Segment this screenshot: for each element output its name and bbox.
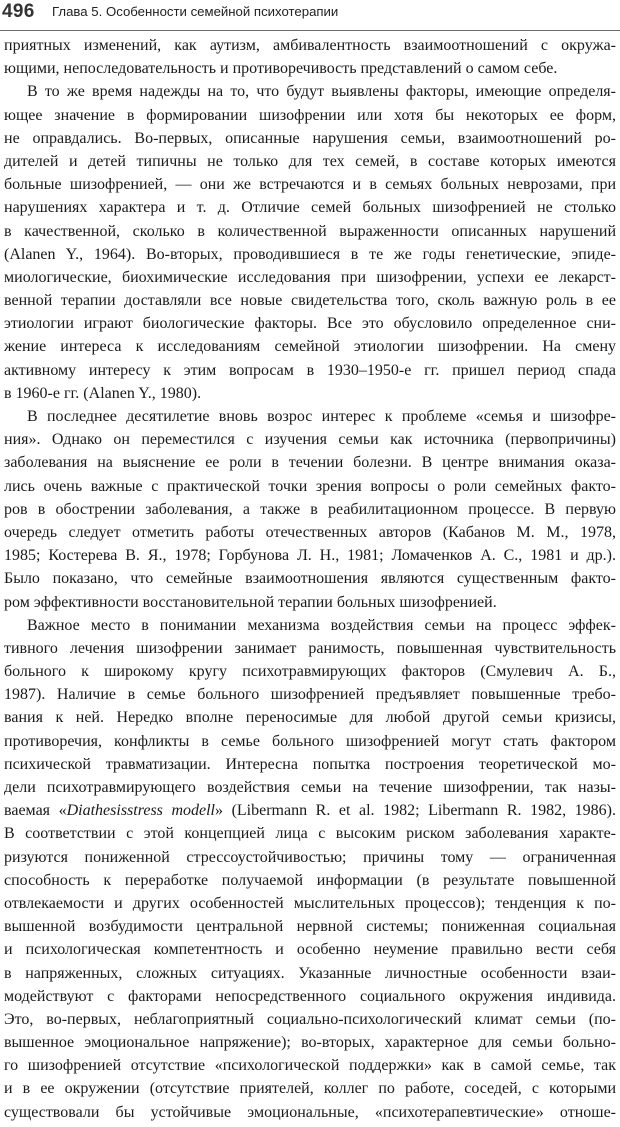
- running-head: Глава 5. Особенности семейной психотерапии: [52, 4, 339, 19]
- text-line: в качественной, сколько в количественной выраженности описанных нарушений: [4, 222, 616, 240]
- text-line: В то же время надежды на то, что будут выявлены факторы, имеющие определя-: [27, 83, 616, 101]
- text-line: в напряженных, сложных ситуациях. Указанные личностные особенности взаи-: [4, 964, 616, 982]
- page-number: 496: [2, 1, 35, 22]
- text-line: приятных изменений, как аутизм, амбивалентность взаимоотношений с окружа-: [4, 37, 616, 54]
- text-line: вания к ней. Нередко вполне переносимые для любой другой семьи кризисы,: [4, 709, 616, 727]
- text-line: тивного лечения шизофрении занимает ранимость, повышенная чувствительность: [4, 639, 616, 657]
- text-line: вышенной возбудимости центральной нервной системы; пониженная социальная: [4, 918, 616, 936]
- text-line: ризуются пониженной стрессоустойчивостью; причины тому — ограниченная: [4, 848, 616, 866]
- text-line: Было показано, что семейные взаимоотношения являются существенным факто-: [4, 570, 616, 588]
- text-line: больные шизофренией, — они же встречаются и в семьях больных неврозами, при: [4, 176, 616, 194]
- text-line: (Alanen Y., 1964). Во-вторых, проводившиеся в те же годы генетические, эпиде-: [4, 245, 616, 263]
- text-line: дели психотравмирующего воздействия семьи на течение шизофрении, так назы-: [4, 779, 616, 796]
- text-line: психической травматизации. Интересна попытка построения теоретической мо-: [4, 755, 616, 773]
- text-line: ния». Однако он переместился с изучения семьи как источника (первопричины): [4, 431, 616, 449]
- text-line: активному интересу к этим вопросам в 1930–1950-е гг. пришел период спада: [4, 361, 616, 379]
- text-line: В последнее десятилетие вновь возрос интерес к проблеме «семья и шизофре-: [27, 408, 616, 425]
- text-line: заболевания на выяснение ее роли в течении болезни. В центре внимания оказа-: [4, 454, 616, 472]
- text-line: жение интереса к исследованиям семейной этиологии шизофрении. На смену: [4, 338, 616, 356]
- text-line: миологические, биохимические исследования при шизофрении, успехи ее лекарст-: [4, 268, 616, 286]
- text-fragment: ваемая «: [4, 802, 67, 820]
- italic-term: Diathesisstress modell: [66, 802, 216, 820]
- body-text: [4, 37, 616, 1127]
- text-line: модействуют с факторами непосредственного социального окружения индивида.: [4, 987, 616, 1005]
- text-line: Важное место в понимании механизма воздействия семьи на процесс эффек-: [27, 616, 616, 634]
- text-line: существовали бы устойчивые эмоциональные, «психотерапевтические» отноше-: [4, 1103, 616, 1121]
- text-fragment: » (Libermann R. et al. 1982; Libermann R. 1982, 1986).: [215, 802, 616, 820]
- text-line: и в ее окружении (отсутствие приятелей, коллег по работе, соседей, с которыми: [4, 1080, 616, 1098]
- text-line: ром эффективности восстановительной терапии больных шизофренией.: [4, 593, 497, 611]
- text-line: Это, во-первых, неблагоприятный социально-психологический климат семьи (по-: [4, 1010, 616, 1028]
- text-line: очередь следует отметить работы отечественных авторов (Кабанов М. М., 1978,: [4, 523, 616, 541]
- text-line: В соответствии с этой концепцией лица с высоким риском заболевания характе-: [4, 825, 616, 843]
- text-line: венной терапии доставляли все новые свидетельства того, сколь важную роль в ее: [4, 292, 616, 310]
- text-line: 1987). Наличие в семье больного шизофренией предъявляет повышенные требо-: [4, 686, 616, 704]
- text-line: ющее значение в формировании шизофрении или хотя бы некоторых ее форм,: [4, 106, 616, 124]
- text-line: дителей и детей типичны не только для тех семей, в составе которых имеются: [4, 152, 616, 170]
- text-line: ющими, непоследовательность и противоречивость представлений о самом себе.: [4, 60, 558, 78]
- text-line: и психологическая компетентность и особенно неумение правильно вести себя: [4, 941, 616, 959]
- page-header: [0, 0, 620, 31]
- text-line: в 1960-е гг. (Alanen Y., 1980).: [4, 384, 202, 402]
- text-line: не оправдались. Во-первых, описанные нарушения семьи, взаимоотношений ро-: [4, 129, 616, 147]
- text-line: больного к широкому кругу психотравмирующих факторов (Смулевич А. Б.,: [4, 663, 616, 681]
- text-line: го шизофренией отсутствие «психологической поддержки» как в самой семье, так: [4, 1057, 616, 1075]
- paragraph-3: [4, 408, 616, 617]
- text-line-with-citation: [4, 802, 616, 825]
- text-line: 1985; Костерева В. Я., 1978; Горбунова Л. Н., 1981; Ломаченков А. С., 1981 и др.).: [4, 547, 616, 565]
- text-line: способность к переработке получаемой информации (в результате повышенной: [4, 871, 616, 889]
- paragraph-4: [4, 617, 616, 1127]
- text-line: вышенное эмоциональное напряжение); во-вторых, характерное для семьи больно-: [4, 1034, 616, 1052]
- paragraph-2: [4, 83, 616, 408]
- text-line: отвлекаемости и других особенностей мыслительных процессов); тенденция к по-: [4, 894, 616, 912]
- text-line: ров в обострении заболевания, а также в реабилитационном процессе. В первую: [4, 500, 616, 518]
- text-line: нарушениях характера и т. д. Отличие семей больных шизофренией не столько: [4, 199, 616, 217]
- text-line: противоречия, конфликты в семье больного шизофренией могут стать фактором: [4, 732, 616, 750]
- paragraph-1: [4, 37, 616, 83]
- text-line: этиологии играют биологические факторы. Все это обусловило определенное сни-: [4, 315, 616, 333]
- text-line: лись очень важные с практической точки зрения вопросы о роли семейных факто-: [4, 477, 616, 495]
